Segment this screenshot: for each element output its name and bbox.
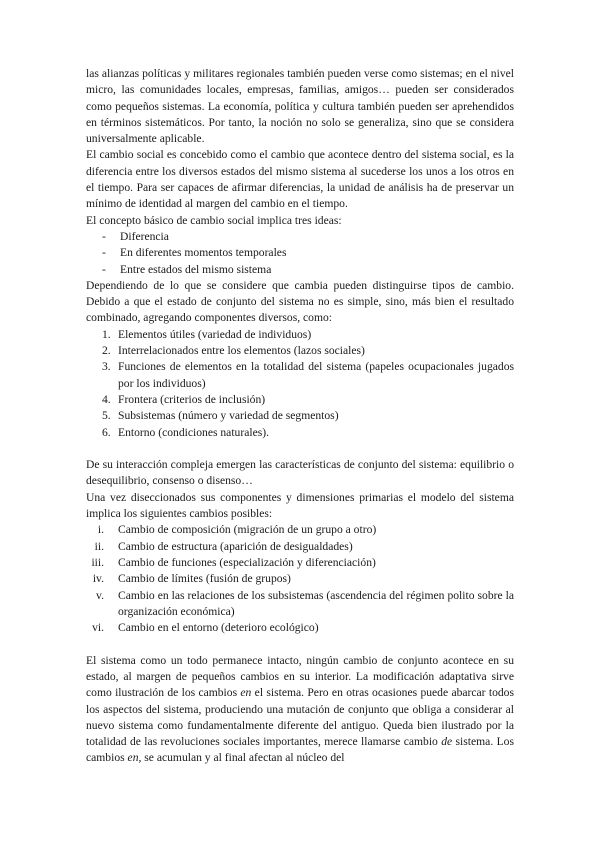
emphasis-de: de	[441, 735, 453, 749]
paragraph-possible-changes-intro: Una vez diseccionados sus componentes y dimensiones primarias el modelo del sistema implica los siguientes cambios posibles:	[86, 490, 514, 521]
list-item: i. Cambio de composición (migración de un grupo a otro)	[97, 523, 377, 537]
list-item: 1. Elementos útiles (variedad de individuos)	[102, 327, 312, 341]
document-page	[86, 66, 514, 767]
list-item: ii. Cambio de estructura (aparición de desigualdades)	[94, 539, 353, 553]
spacer	[86, 636, 514, 652]
paragraph-social-change-definition: El cambio social es concebido como el cambio que acontece dentro del sistema social, es la diferencia entre los diversos estados del mismo sistema al sucederse los unos a los otros en el tiempo. Para ser capaces de afirmar diferencias, la unidad de análisis ha de preservar un mínimo de identidad al margen del cambio en el tiempo.	[86, 148, 514, 211]
list-item: - En diferentes momentos temporales	[86, 245, 514, 261]
list-item: 4. Frontera (criterios de inclusión)	[102, 392, 266, 406]
list-item: vi. Cambio en el entorno (deterioro ecológico)	[92, 621, 319, 635]
paragraph-types-of-change: Dependiendo de lo que se considere que cambia pueden distinguirse tipos de cambio. Debido a que el estado de conjunto del sistema no es simple, sino, más bien el resultado combinado, agregando componentes diversos, como:	[86, 278, 514, 325]
dash-marker: -	[102, 229, 106, 243]
paragraph-systems-scale: las alianzas políticas y militares regionales también pueden verse como sistemas; en el nivel micro, las comunidades locales, empresas, familias, amigos… pueden ser considerados como pequeños sistemas. La economía, política y cultura también pueden ser aprehendidos en términos sistemáticos. Por tanto, la noción no solo se generaliza, sino que se considera universalmente aplicable.	[86, 67, 514, 146]
ideas-list	[86, 229, 514, 278]
list-item: 2. Interrelacionados entre los elementos (lazos sociales)	[102, 344, 365, 358]
spacer	[86, 441, 514, 457]
list-item: 6. Entorno (condiciones naturales).	[102, 425, 269, 439]
paragraph-system-as-whole: El sistema como un todo permanece intacto, ningún cambio de conjunto acontece en su estado, al margen de pequeños cambios en su interior. La modificación adaptativa sirve como ilustración de los cambios en el sistema. Pero en otras ocasiones puede abarcar todos los aspectos del sistema, produciendo una mutación de conjunto que obliga a considerar al nuevo sistema como fundamentalmente diferente del antiguo. Queda bien ilustrado por la totalidad de las revoluciones sociales importantes, merece llamarse cambio de sistema. Los cambios en, se acumulan y al final afectan al núcleo del	[86, 653, 514, 765]
emphasis-en: en	[240, 686, 252, 700]
list-item: 5. Subsistemas (número y variedad de segmentos)	[102, 409, 339, 423]
components-list	[86, 327, 514, 441]
list-item: v. Cambio en las relaciones de los subsistemas (ascendencia del régimen polito sobre la organización económica)	[96, 588, 514, 618]
list-item: - Diferencia	[86, 229, 514, 245]
dash-marker: -	[102, 262, 106, 276]
list-item: iv. Cambio de límites (fusión de grupos)	[92, 572, 291, 586]
list-item: 3. Funciones de elementos en la totalidad del sistema (papeles ocupacionales jugados por los individuos)	[102, 360, 514, 390]
list-item: - Entre estados del mismo sistema	[86, 262, 514, 278]
dash-marker: -	[102, 246, 106, 260]
list-item: iii. Cambio de funciones (especialización y diferenciación)	[91, 555, 376, 569]
emphasis-en: en,	[127, 751, 142, 765]
paragraph-three-ideas-intro: El concepto básico de cambio social implica tres ideas:	[86, 213, 342, 227]
changes-list	[86, 522, 514, 636]
paragraph-interaction: De su interacción compleja emergen las características de conjunto del sistema: equilibrio o desequilibrio, consenso o disenso…	[86, 458, 514, 488]
